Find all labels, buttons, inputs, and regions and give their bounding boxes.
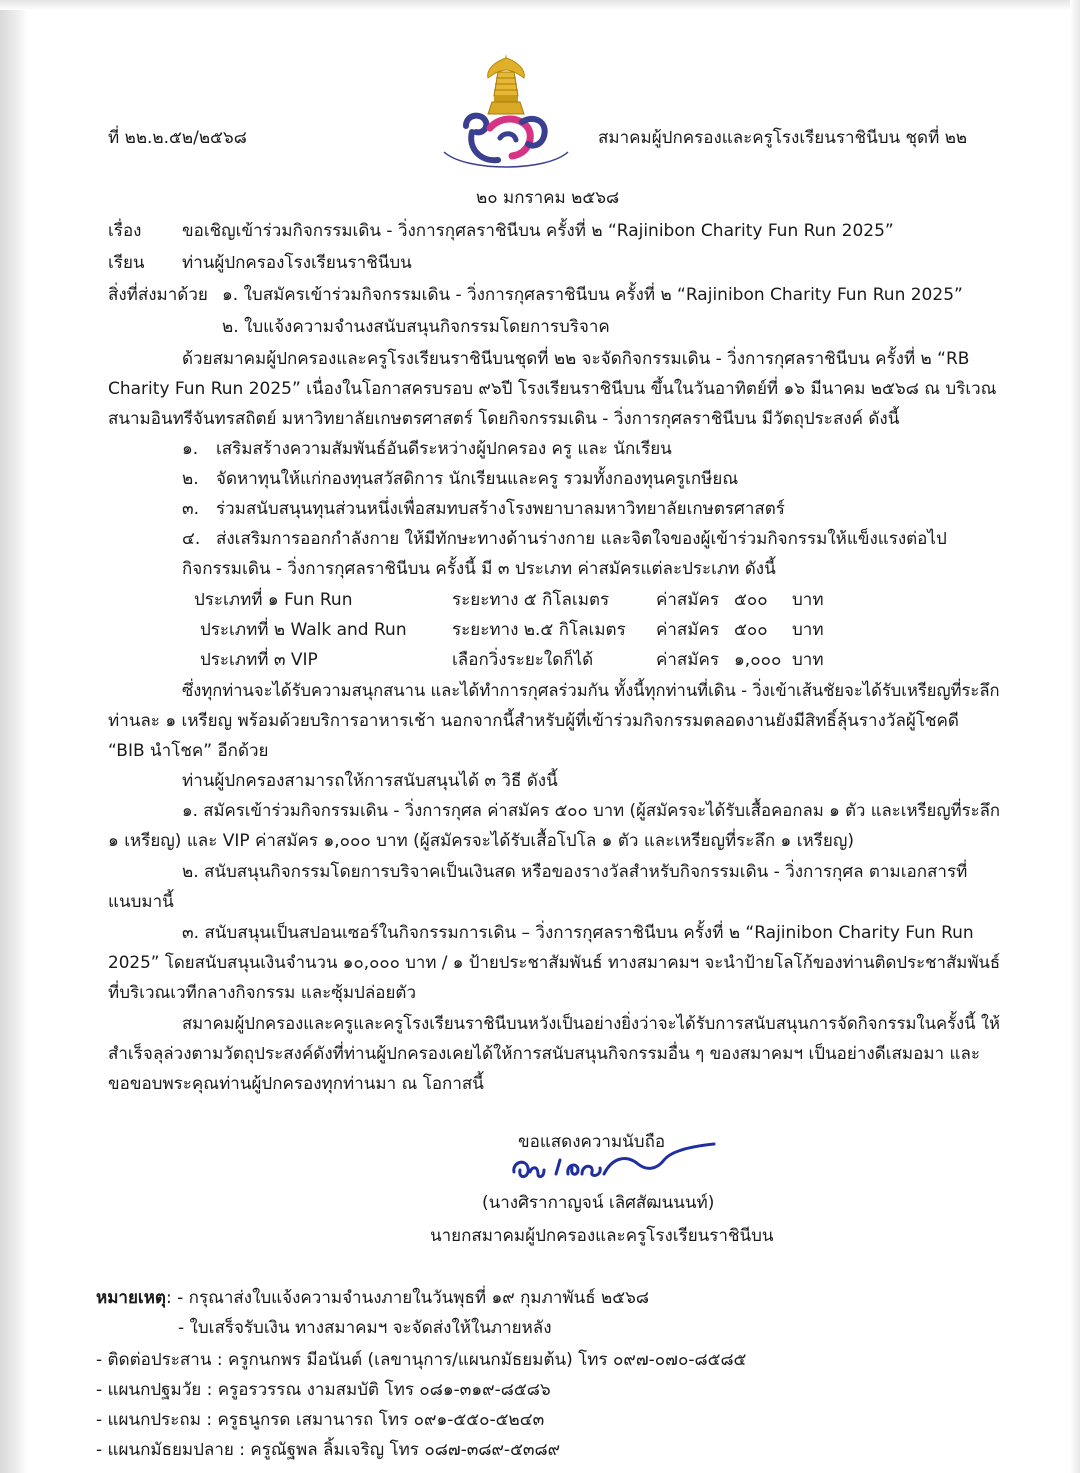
- handwritten-signature: [508, 1138, 738, 1188]
- category-fee-label: ค่าสมัคร: [656, 620, 720, 640]
- category-type: ประเภทที่ ๑ Fun Run: [194, 590, 353, 610]
- category-fee-label: ค่าสมัคร: [656, 590, 720, 610]
- objective-number: ๓.: [182, 499, 200, 519]
- emblem-ribbon: [444, 152, 568, 167]
- category-unit: บาท: [792, 620, 824, 640]
- objective-text: ร่วมสนับสนุนทุนส่วนหนึ่งเพื่อสมทบสร้างโรงพยาบาลมหาวิทยาลัยเกษตรศาสตร์: [216, 499, 785, 519]
- objective-text: ส่งเสริมการออกกำลังกาย ให้มีทักษะทางด้านร่างกาย และจิตใจของผู้เข้าร่วมกิจกรรมให้แข็งแรงต่อไป: [216, 529, 947, 549]
- page-shadow-left: [0, 0, 28, 1473]
- closing-line: สมาคมผู้ปกครองและครูและครูโรงเรียนราชินีบนหวังเป็นอย่างยิ่งว่าจะได้รับการสนับสนุนการจัดกิจกรรมในครั้งนี้ ให้: [182, 1014, 1000, 1034]
- subject-label: เรื่อง: [108, 221, 142, 241]
- contact-line: - แผนกมัธยมปลาย : ครูณัฐพล ลิ้มเจริญ โทร ๐๘๗-๓๘๙-๕๓๘๙: [96, 1440, 561, 1460]
- to-label: เรียน: [108, 253, 145, 273]
- objective-number: ๑.: [182, 439, 199, 459]
- enclosures-label: สิ่งที่ส่งมาด้วย: [108, 285, 208, 305]
- page-shadow-top: [0, 0, 1080, 10]
- benefits-line: ท่านละ ๑ เหรียญ พร้อมด้วยบริการอาหารเช้า นอกจากนี้สำหรับผู้ที่เข้าร่วมกิจกรรมตลอดงานยังมีสิทธิ์ลุ้นรางวัลผู้โชคดี: [108, 711, 959, 731]
- benefits-line: ซึ่งทุกท่านจะได้รับความสนุกสนาน และได้ทำการกุศลร่วมกัน ทั้งนี้ทุกท่านที่เดิน - วิ่งเข้าเส้นชัยจะได้รับเหรียญที่ระลึก: [182, 681, 1000, 701]
- support-method-3: ที่บริเวณเวทีกลางกิจกรรม และซุ้มปล่อยตัว: [108, 983, 417, 1003]
- enclosure-item: ๑. ใบสมัครเข้าร่วมกิจกรรมเดิน - วิ่งการกุศลราชินีบน ครั้งที่ ๒ “Rajinibon Charity Fun Run 2025”: [222, 285, 963, 305]
- category-type: ประเภทที่ ๓ VIP: [200, 650, 318, 670]
- subject-text: ขอเชิญเข้าร่วมกิจกรรมเดิน - วิ่งการกุศลราชินีบน ครั้งที่ ๒ “Rajinibon Charity Fun Run 2025”: [182, 221, 894, 241]
- note-item: : - กรุณาส่งใบแจ้งความจำนงภายในวันพุธที่ ๑๙ กุมภาพันธ์ ๒๕๖๘: [166, 1288, 649, 1308]
- school-emblem-logo: [436, 52, 576, 176]
- category-distance: เลือกวิ่งระยะใดก็ได้: [452, 650, 594, 670]
- contact-line: - แผนกปฐมวัย : ครูอรวรรณ งามสมบัติ โทร ๐๘๑-๓๑๙-๘๕๘๖: [96, 1380, 551, 1400]
- category-distance: ระยะทาง ๒.๕ กิโลเมตร: [452, 620, 626, 640]
- support-method-2: แนบมานี้: [108, 892, 174, 912]
- category-fee: ๕๐๐: [734, 620, 768, 640]
- support-method-3: ๓. สนับสนุนเป็นสปอนเซอร์ในกิจกรรมการเดิน – วิ่งการกุศลราชินีบน ครั้งที่ ๒ “Rajinibon Charity Fun Run: [182, 923, 974, 943]
- regards-text: ขอแสดงความนับถือ: [518, 1132, 666, 1152]
- objective-number: ๔.: [182, 529, 201, 549]
- benefits-line: “BIB นำโชค” อีกด้วย: [108, 741, 269, 761]
- category-type: ประเภทที่ ๒ Walk and Run: [200, 620, 407, 640]
- signatory-name: (นางศิรากาญจน์ เลิศสัฒนนนท์): [482, 1193, 715, 1213]
- support-intro: ท่านผู้ปกครองสามารถให้การสนับสนุนได้ ๓ วิธี ดังนี้: [182, 771, 558, 791]
- crown-icon: [488, 54, 525, 114]
- category-unit: บาท: [792, 590, 824, 610]
- support-method-1: ๑. สมัครเข้าร่วมกิจกรรมเดิน - วิ่งการกุศล ค่าสมัคร ๕๐๐ บาท (ผู้สมัครจะได้รับเสื้อคอกลม ๑ ตัว และเหรียญที่ระลึก: [182, 801, 1001, 821]
- contact-line: - ติดต่อประสาน : ครูกนกพร มีอนันต์ (เลขานุการ/แผนกมัธยมต้น) โทร ๐๙๗-๐๗๐-๘๕๘๕: [96, 1350, 747, 1370]
- objective-text: จัดหาทุนให้แก่กองทุนสวัสดิการ นักเรียนและครู รวมทั้งกองทุนครูเกษียณ: [216, 469, 739, 489]
- page-shadow-right: [1070, 0, 1080, 1473]
- to-text: ท่านผู้ปกครองโรงเรียนราชินีบน: [182, 253, 412, 273]
- category-fee: ๕๐๐: [734, 590, 768, 610]
- enclosure-item: ๒. ใบแจ้งความจำนงสนับสนุนกิจกรรมโดยการบริจาค: [222, 317, 610, 337]
- categories-intro: กิจกรรมเดิน - วิ่งการกุศลราชินีบน ครั้งนี้ มี ๓ ประเภท ค่าสมัครแต่ละประเภท ดังนี้: [182, 559, 776, 579]
- category-unit: บาท: [792, 650, 824, 670]
- category-fee: ๑,๐๐๐: [734, 650, 782, 670]
- category-distance: ระยะทาง ๕ กิโลเมตร: [452, 590, 610, 610]
- note-item: - ใบเสร็จรับเงิน ทางสมาคมฯ จะจัดส่งให้ในภายหลัง: [178, 1318, 552, 1338]
- closing-line: ขอขอบพระคุณท่านผู้ปกครองทุกท่านมา ณ โอกาสนี้: [108, 1074, 484, 1094]
- reference-number: ที่ ๒๒.๒.๕๒/๒๕๖๘: [108, 128, 247, 148]
- support-method-3: 2025” โดยสนับสนุนเงินจำนวน ๑๐,๐๐๐ บาท / ๑ ป้ายประชาสัมพันธ์ ทางสมาคมฯ จะนำป้ายโลโก้ของท่านติดประชาสัมพันธ์: [108, 953, 1001, 973]
- closing-line: สำเร็จลุล่วงตามวัตถุประสงค์ดังที่ท่านผู้ปกครองเคยได้ให้การสนับสนุนกิจกรรมอื่น ๆ ของสมาคมฯ เป็นอย่างดีเสมอมา และ: [108, 1044, 980, 1064]
- notes-label: หมายเหตุ: [96, 1288, 166, 1308]
- intro-line: สนามอินทรีจันทรสถิตย์ มหาวิทยาลัยเกษตรศาสตร์ โดยกิจกรรมเดิน - วิ่งการกุศลราชินีบน มีวัตถุประสงค์ ดังนี้: [108, 409, 900, 429]
- letter-date: ๒๐ มกราคม ๒๕๖๘: [476, 188, 620, 208]
- signatory-position: นายกสมาคมผู้ปกครองและครูโรงเรียนราชินีบน: [430, 1226, 774, 1246]
- objective-number: ๒.: [182, 469, 199, 489]
- intro-line: Charity Fun Run 2025” เนื่องในโอกาสครบรอบ ๙๖ปี โรงเรียนราชินีบน ขึ้นในวันอาทิตย์ที่ ๑๖ มีนาคม ๒๕๖๘ ณ บริเวณ: [108, 379, 997, 399]
- support-method-2: ๒. สนับสนุนกิจกรรมโดยการบริจาคเป็นเงินสด หรือของรางวัลสำหรับกิจกรรมเดิน - วิ่งการกุศล ตามเอกสารที่: [182, 862, 968, 882]
- objective-text: เสริมสร้างความสัมพันธ์อันดีระหว่างผู้ปกครอง ครู และ นักเรียน: [216, 439, 672, 459]
- monogram-icon: [466, 116, 545, 161]
- contact-line: - แผนกประถม : ครูธนูกรด เสมานารถ โทร ๐๙๑-๕๕๐-๕๒๔๓: [96, 1410, 545, 1430]
- intro-line: ด้วยสมาคมผู้ปกครองและครูโรงเรียนราชินีบนชุดที่ ๒๒ จะจัดกิจกรรมเดิน - วิ่งการกุศลราชินีบน ครั้งที่ ๒ “RB: [182, 349, 970, 369]
- support-method-1: ๑ เหรียญ) และ VIP ค่าสมัคร ๑,๐๐๐ บาท (ผู้สมัครจะได้รับเสื้อโปโล ๑ ตัว และเหรียญที่ระลึก ๑ เหรียญ): [108, 831, 854, 851]
- category-fee-label: ค่าสมัคร: [656, 650, 720, 670]
- organization-name: สมาคมผู้ปกครองและครูโรงเรียนราชินีบน ชุดที่ ๒๒: [598, 128, 968, 148]
